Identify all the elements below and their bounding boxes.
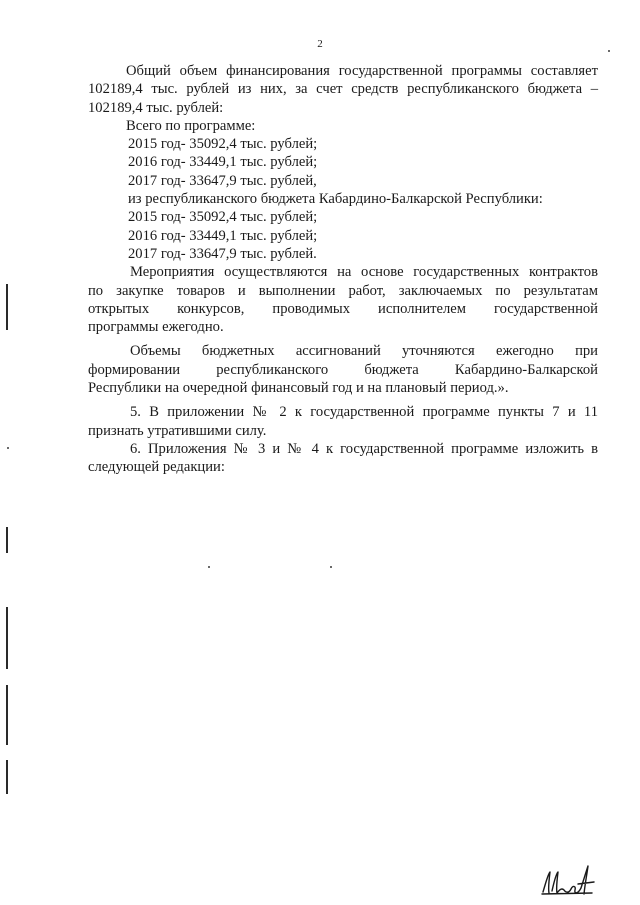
- total-heading: Всего по программе:: [126, 117, 256, 134]
- page-number: 2: [317, 38, 323, 50]
- item5-line-1: 5. В приложении № 2 к государственной программе пункты 7 и 11: [130, 404, 598, 421]
- financing-line-1: Общий объем финансирования государственной программы составляет: [126, 63, 598, 79]
- allocations-line-1: Объемы бюджетных ассигнований уточняются ежегодно при: [130, 343, 598, 360]
- total-2015: 2015 год- 35092,4 тыс. рублей;: [128, 136, 318, 153]
- handwritten-signature: [540, 862, 596, 898]
- activities-line-2: по закупке товаров и выполнении работ, заключаемых по результатам: [88, 282, 598, 299]
- total-2016: 2016 год- 33449,1 тыс. рублей;: [128, 154, 318, 171]
- scan-dot: [608, 50, 610, 52]
- item6-line-1: 6. Приложения № 3 и № 4 к государственной программе изложить в: [130, 440, 598, 457]
- financing-line-2: 102189,4 тыс. рублей из них, за счет средств республиканского бюджета –: [88, 81, 598, 98]
- budget-2017: 2017 год- 33647,9 тыс. рублей.: [128, 245, 317, 262]
- scan-margin-mark: [6, 685, 8, 745]
- allocations-line-3: Республики на очередной финансовый год и на плановый период.».: [88, 380, 509, 397]
- scan-dot: [7, 447, 9, 449]
- activities-line-3: открытых конкурсов, проводимых исполнителем государственной: [88, 300, 598, 317]
- financing-line-3: 102189,4 тыс. рублей:: [88, 99, 224, 116]
- total-2017: 2017 год- 33647,9 тыс. рублей,: [128, 172, 317, 189]
- scan-margin-mark: [6, 607, 8, 669]
- scan-margin-mark: [6, 527, 8, 553]
- budget-2015: 2015 год- 35092,4 тыс. рублей;: [128, 209, 318, 226]
- item5-line-2: признать утратившими силу.: [88, 422, 267, 439]
- scan-dot: [330, 566, 332, 568]
- item6-line-2: следующей редакции:: [88, 459, 225, 476]
- scan-margin-mark: [6, 760, 8, 794]
- activities-line-4: программы ежегодно.: [88, 319, 224, 336]
- activities-line-1: Мероприятия осуществляются на основе государственных контрактов: [130, 264, 598, 281]
- allocations-line-2: формировании республиканского бюджета Кабардино-Балкарской: [88, 361, 598, 378]
- scan-margin-mark: [6, 284, 8, 330]
- budget-heading: из республиканского бюджета Кабардино-Балкарской Республики:: [128, 191, 543, 208]
- budget-2016: 2016 год- 33449,1 тыс. рублей;: [128, 227, 318, 244]
- scan-dot: [208, 566, 210, 568]
- document-body: [88, 62, 598, 477]
